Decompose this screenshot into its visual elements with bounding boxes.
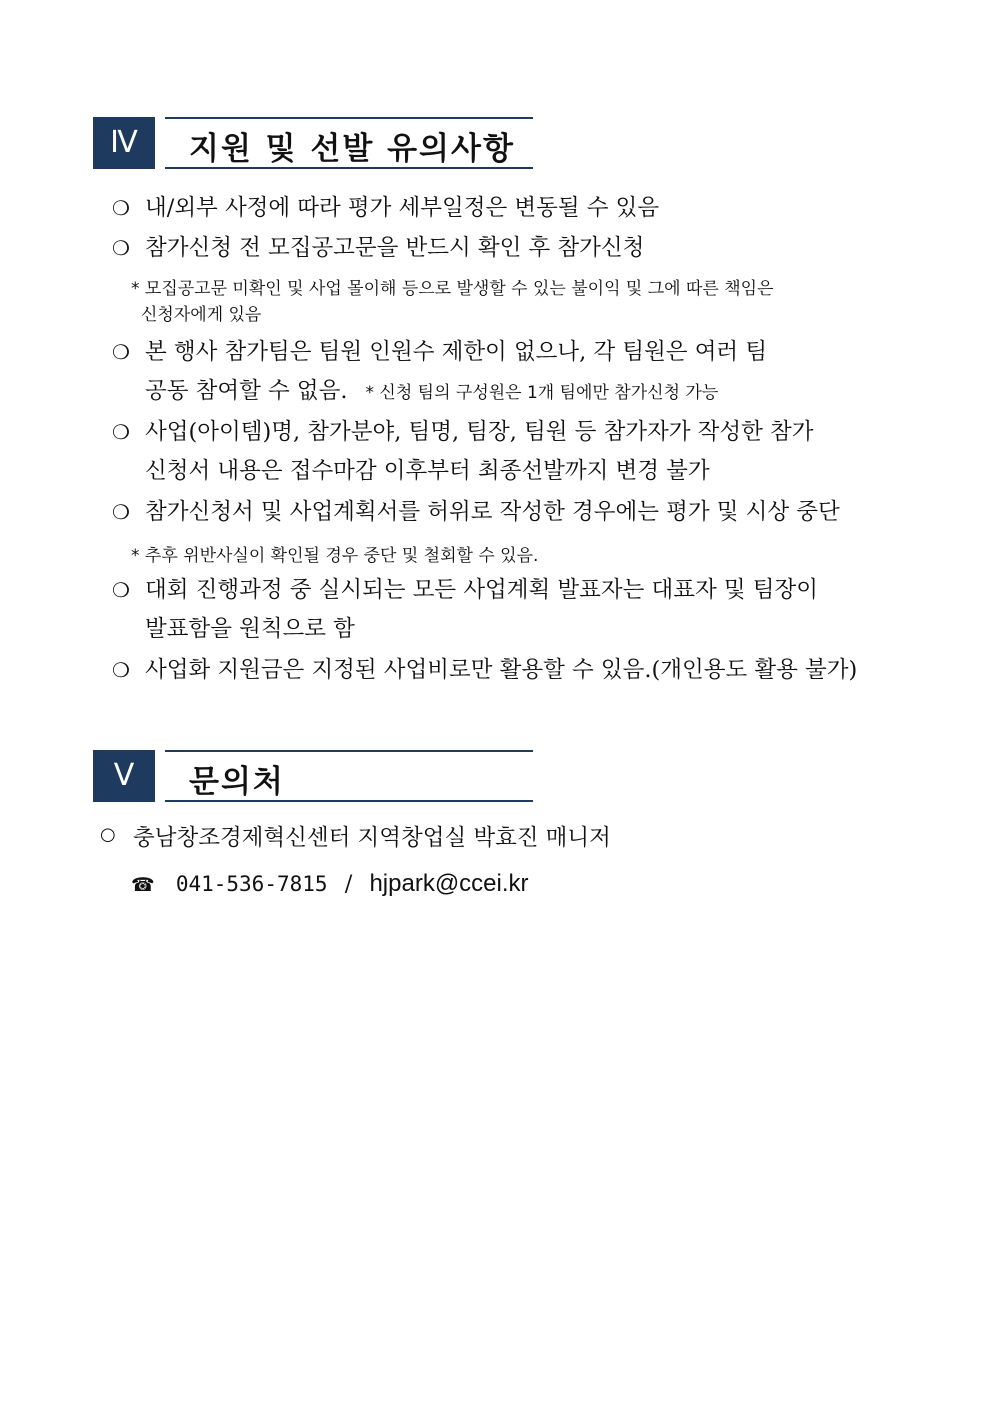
phone-icon: ☎ bbox=[131, 874, 155, 896]
note: * 모집공고문 미확인 및 사업 몰이해 등으로 발생할 수 있는 불이익 및 그에 따른 책임은 신청자에게 있음 bbox=[131, 279, 774, 325]
bullet-icon: ❍ bbox=[112, 420, 130, 444]
section-title-box bbox=[165, 750, 533, 802]
bullet-icon: ❍ bbox=[112, 340, 130, 364]
bullet-icon: ❍ bbox=[112, 500, 130, 524]
section-4-header bbox=[93, 117, 533, 169]
section-5-header bbox=[93, 750, 533, 802]
contact-name: 충남창조경제혁신센터 지역창업실 박효진 매니저 bbox=[133, 825, 611, 851]
note: * 추후 위반사실이 확인될 경우 중단 및 철회할 수 있음. bbox=[131, 546, 539, 566]
section-title: 문의처 bbox=[189, 764, 285, 800]
bullet-icon: ❍ bbox=[112, 236, 130, 260]
email-link[interactable]: hjpark@ccei.kr bbox=[369, 870, 529, 897]
bullet-icon: ❍ bbox=[112, 196, 130, 220]
bullet-icon: ❍ bbox=[112, 578, 130, 602]
separator: / bbox=[344, 871, 353, 897]
contact-details bbox=[131, 870, 529, 898]
bullet-icon: ○ bbox=[100, 824, 116, 845]
section-title-box bbox=[165, 117, 533, 169]
phone-number: 041-536-7815 bbox=[175, 872, 328, 896]
inline-note: * 신청 팀의 구성원은 1개 팀에만 참가신청 가능 bbox=[365, 383, 719, 403]
section-title: 지원 및 선발 유의사항 bbox=[189, 131, 515, 167]
section-number: Ⅳ bbox=[93, 117, 155, 169]
bullet-icon: ❍ bbox=[112, 658, 130, 682]
section-number: Ⅴ bbox=[93, 750, 155, 802]
